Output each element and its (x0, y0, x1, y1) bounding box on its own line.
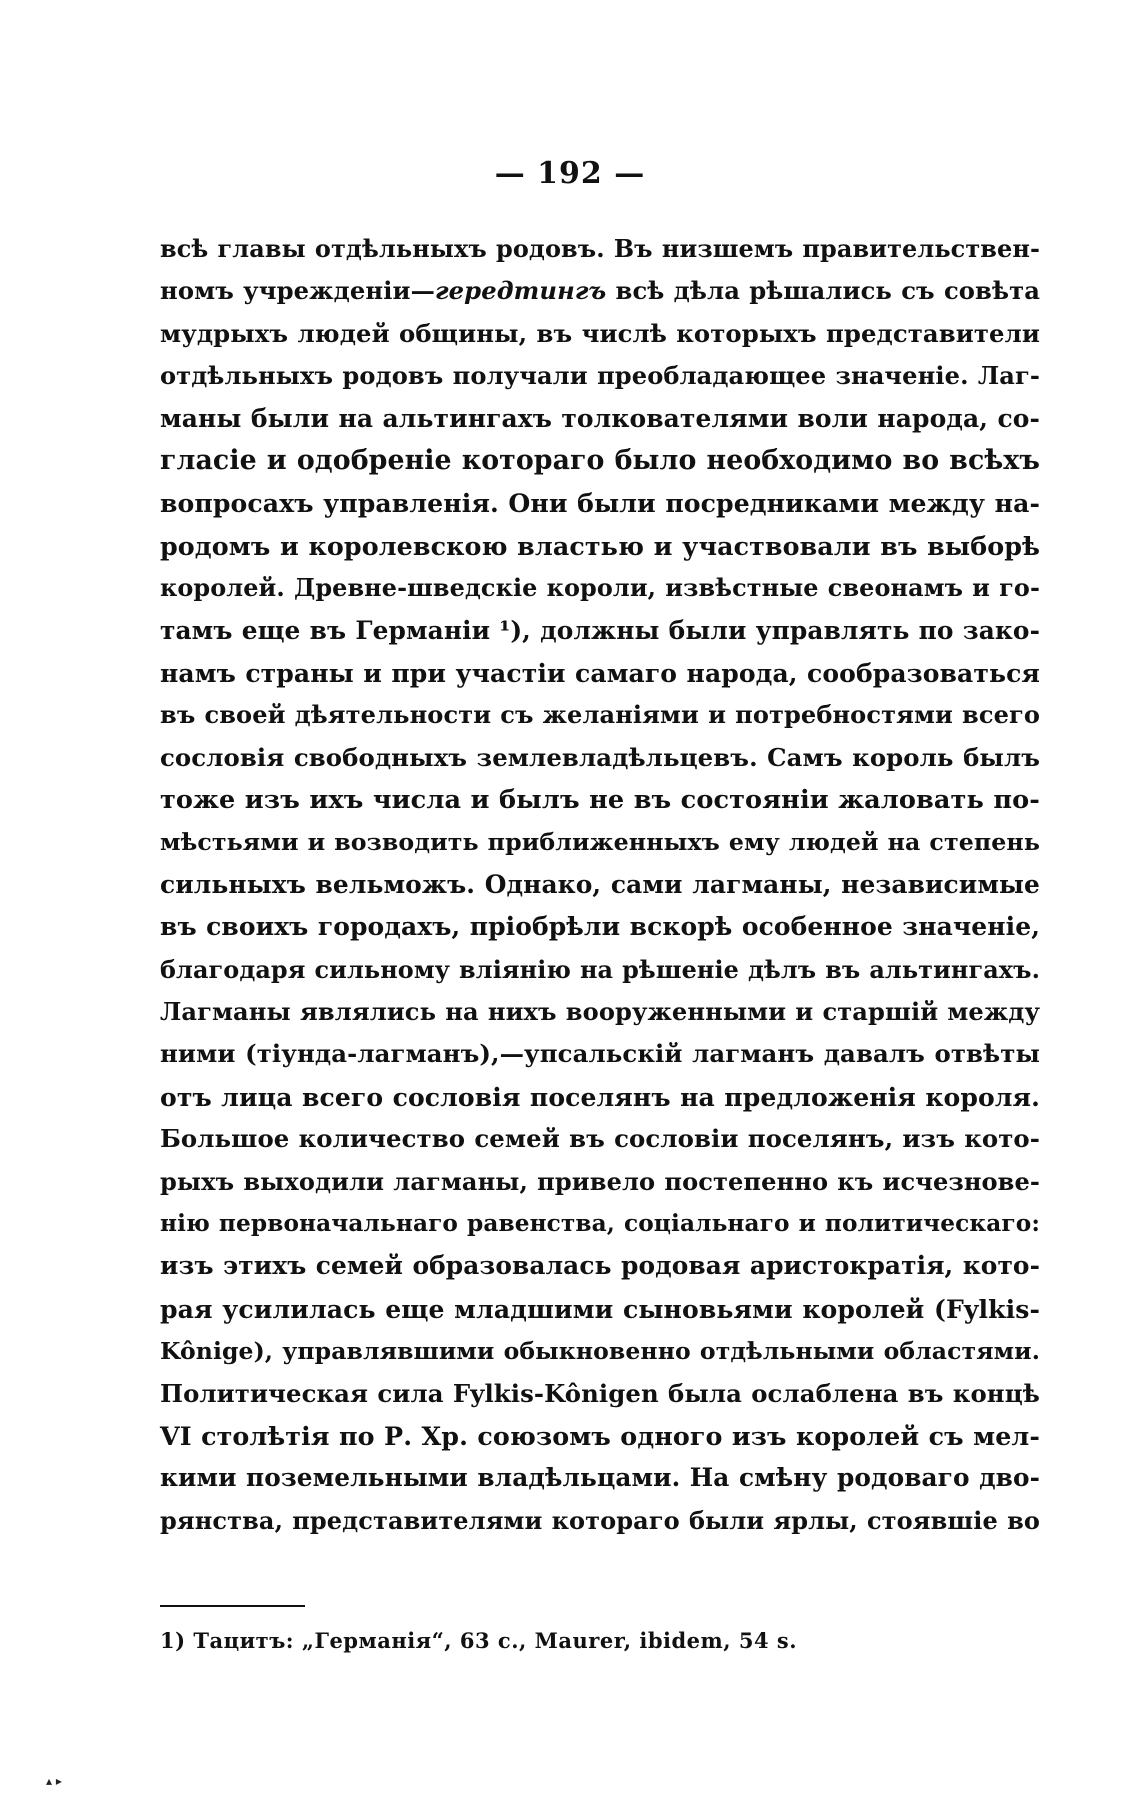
text-line-5: маны были на альтингахъ толкователями воли народа, со- (160, 403, 1040, 433)
text-line-25: изъ этихъ семей образовалась родовая аристократія, кото- (160, 1251, 1040, 1281)
text-line-2-head: номъ учрежденіи— (160, 276, 435, 306)
text-line-7: вопросахъ управленія. Они были посредниками между на- (160, 488, 1040, 519)
text-line-18: благодаря сильному вліянію на рѣшеніе дѣлъ въ альтингахъ. (160, 955, 1040, 984)
text-line-2 (160, 270, 1040, 312)
text-line-24: нію первоначальнаго равенства, соціальнаго и политическаго: (160, 1209, 1040, 1237)
text-line-26: рая усилилась еще младшими сыновьями королей (Fylkis- (160, 1293, 1040, 1324)
text-line-31: рянства, представителями котораго были ярлы, стоявшіе во (160, 1505, 1040, 1535)
footnote: 1) Тацитъ: „Германія“, 63 с., Maurer, ibidem, 54 s. (160, 1628, 798, 1653)
text-line-22: Большое количество семей въ сословіи поселянъ, изъ кото- (160, 1124, 1040, 1154)
footnote-divider (160, 1605, 305, 1607)
text-line-23: рыхъ выходили лагманы, привело постепенно къ исчезнове- (160, 1166, 1040, 1196)
text-line-20: ними (тіунда-лагманъ),—упсальскій лагманъ давалъ отвѣты (160, 1039, 1040, 1069)
text-line-13: сословія свободныхъ землевладѣльцевъ. Самъ король былъ (160, 742, 1040, 772)
text-line-27: Kônige), управлявшими обыкновенно отдѣльными областями. (160, 1337, 1040, 1366)
text-line-15: мѣстьями и возводить приближенныхъ ему людей на степень (160, 828, 1040, 857)
text-line-6: гласіе и одобреніе котораго было необходимо во всѣхъ (160, 444, 1040, 476)
text-line-1: всѣ главы отдѣльныхъ родовъ. Въ низшемъ правительствен- (160, 235, 1040, 263)
text-line-8: родомъ и королевскою властью и участвовали въ выборѣ (160, 530, 1040, 561)
emphasized-word: гередтингъ (434, 276, 607, 306)
text-line-16: сильныхъ вельможъ. Однако, сами лагманы, независимые (160, 869, 1040, 899)
text-line-17: въ своихъ городахъ, пріобрѣли вскорѣ особенное значеніе, (160, 912, 1040, 942)
text-line-28: Политическая сила Fylkis-Kônigen была ослаблена въ концѣ (160, 1378, 1040, 1408)
text-line-10: тамъ еще въ Германіи ¹), должны были управлять по зако- (160, 615, 1040, 645)
text-line-30: кими поземельными владѣльцами. На смѣну родоваго дво- (160, 1463, 1040, 1493)
text-line-21: отъ лица всего сословія поселянъ на предложенія короля. (160, 1081, 1040, 1112)
page-number: — 192 — (494, 156, 646, 191)
scan-specks: ▴ ▸ (46, 1774, 62, 1788)
text-line-19: Лагманы являлись на нихъ вооруженными и старшій между (160, 997, 1040, 1027)
text-line-4: отдѣльныхъ родовъ получали преобладающее значеніе. Лаг- (160, 361, 1040, 391)
text-line-3: мудрыхъ людей общины, въ числѣ которыхъ представители (160, 318, 1040, 348)
text-line-14: тоже изъ ихъ числа и былъ не въ состояніи жаловать по- (160, 785, 1040, 816)
text-line-29: VI столѣтія по Р. Хр. союзомъ одного изъ королей съ мел- (160, 1420, 1040, 1451)
text-line-2-tail: всѣ дѣла рѣшались съ совѣта (606, 276, 1041, 306)
body-text (160, 228, 1040, 1542)
text-line-11: намъ страны и при участіи самаго народа, сообразоваться (160, 657, 1040, 688)
text-line-9: королей. Древне-шведскіе короли, извѣстные свеонамъ и го- (160, 574, 1040, 603)
text-line-12: въ своей дѣятельности съ желаніями и потребностями всего (160, 700, 1040, 730)
